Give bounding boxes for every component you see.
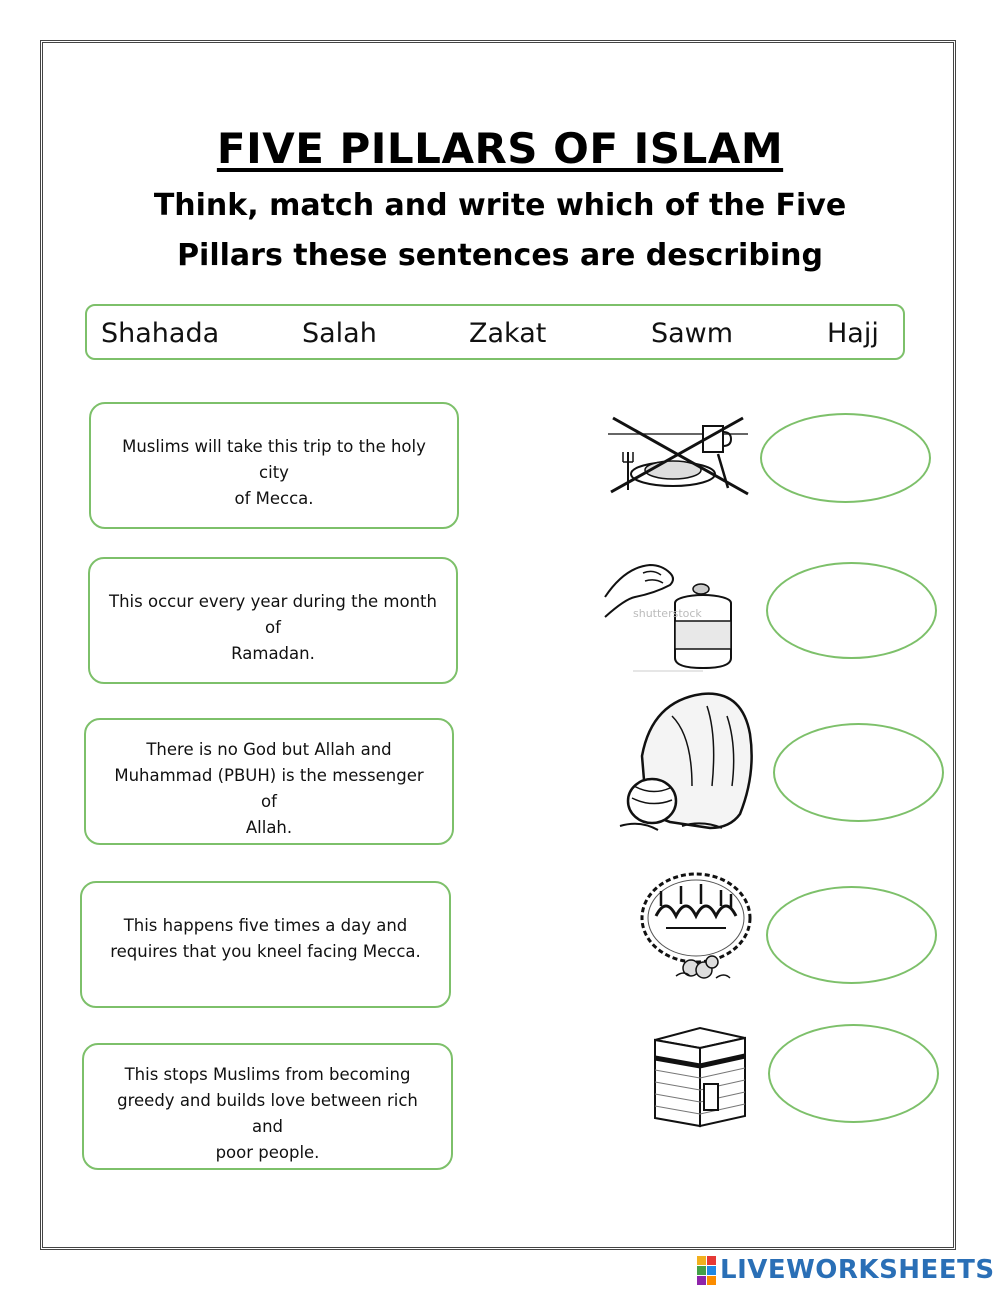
word-bank-zakat: Zakat	[469, 318, 547, 349]
coin-donation-can-icon	[603, 555, 753, 680]
crossed-out-meal-icon	[603, 412, 753, 497]
sentence-5-line-2: greedy and builds love between rich and	[117, 1091, 418, 1136]
logo-text: LIVEWORKSHEETS	[720, 1255, 995, 1285]
answer-oval-4[interactable]	[766, 886, 937, 984]
sentence-1-line-2: of Mecca.	[234, 489, 314, 508]
kaaba-icon	[640, 1020, 755, 1130]
sentence-box-2	[88, 557, 458, 684]
word-bank-shahada: Shahada	[101, 318, 220, 349]
worksheet-title: FIVE PILLARS OF ISLAM	[216, 124, 784, 173]
answer-oval-5[interactable]	[768, 1024, 939, 1123]
sentence-box-1	[89, 402, 459, 529]
answer-oval-3[interactable]	[773, 723, 944, 822]
logo-blocks-icon	[697, 1256, 716, 1285]
sentence-box-4	[80, 881, 451, 1008]
stock-watermark: shutterstock	[633, 607, 702, 620]
sentence-3-line-3: Allah.	[245, 818, 293, 837]
sentence-4-line-2: requires that you kneel facing Mecca.	[110, 942, 421, 961]
instructions-line-1: Think, match and write which of the Five	[153, 188, 847, 223]
word-bank-hajj: Hajj	[827, 318, 879, 349]
liveworksheets-logo	[697, 1255, 995, 1285]
kneeling-prayer-icon	[612, 686, 757, 838]
word-bank	[85, 304, 905, 360]
sentence-box-3	[84, 718, 454, 845]
sentence-2-line-1: This occur every year during the month of	[109, 592, 437, 637]
word-bank-sawm: Sawm	[651, 318, 734, 349]
sentence-5-line-1: This stops Muslims from becoming	[124, 1065, 411, 1084]
shahada-calligraphy-wreath-icon	[636, 866, 756, 991]
answer-oval-1[interactable]	[760, 413, 931, 503]
sentence-box-5	[82, 1043, 453, 1170]
sentence-4-line-1: This happens five times a day and	[123, 916, 408, 935]
instructions-line-2: Pillars these sentences are describing	[177, 238, 823, 273]
sentence-5-line-3: poor people.	[215, 1143, 320, 1162]
sentence-3-line-2: Muhammad (PBUH) is the messenger of	[114, 766, 424, 811]
sentence-1-line-1: Muslims will take this trip to the holy city	[122, 437, 426, 482]
answer-oval-2[interactable]	[766, 562, 937, 659]
sentence-2-line-2: Ramadan.	[231, 644, 315, 663]
word-bank-salah: Salah	[302, 318, 377, 349]
sentence-3-line-1: There is no God but Allah and	[146, 740, 392, 759]
